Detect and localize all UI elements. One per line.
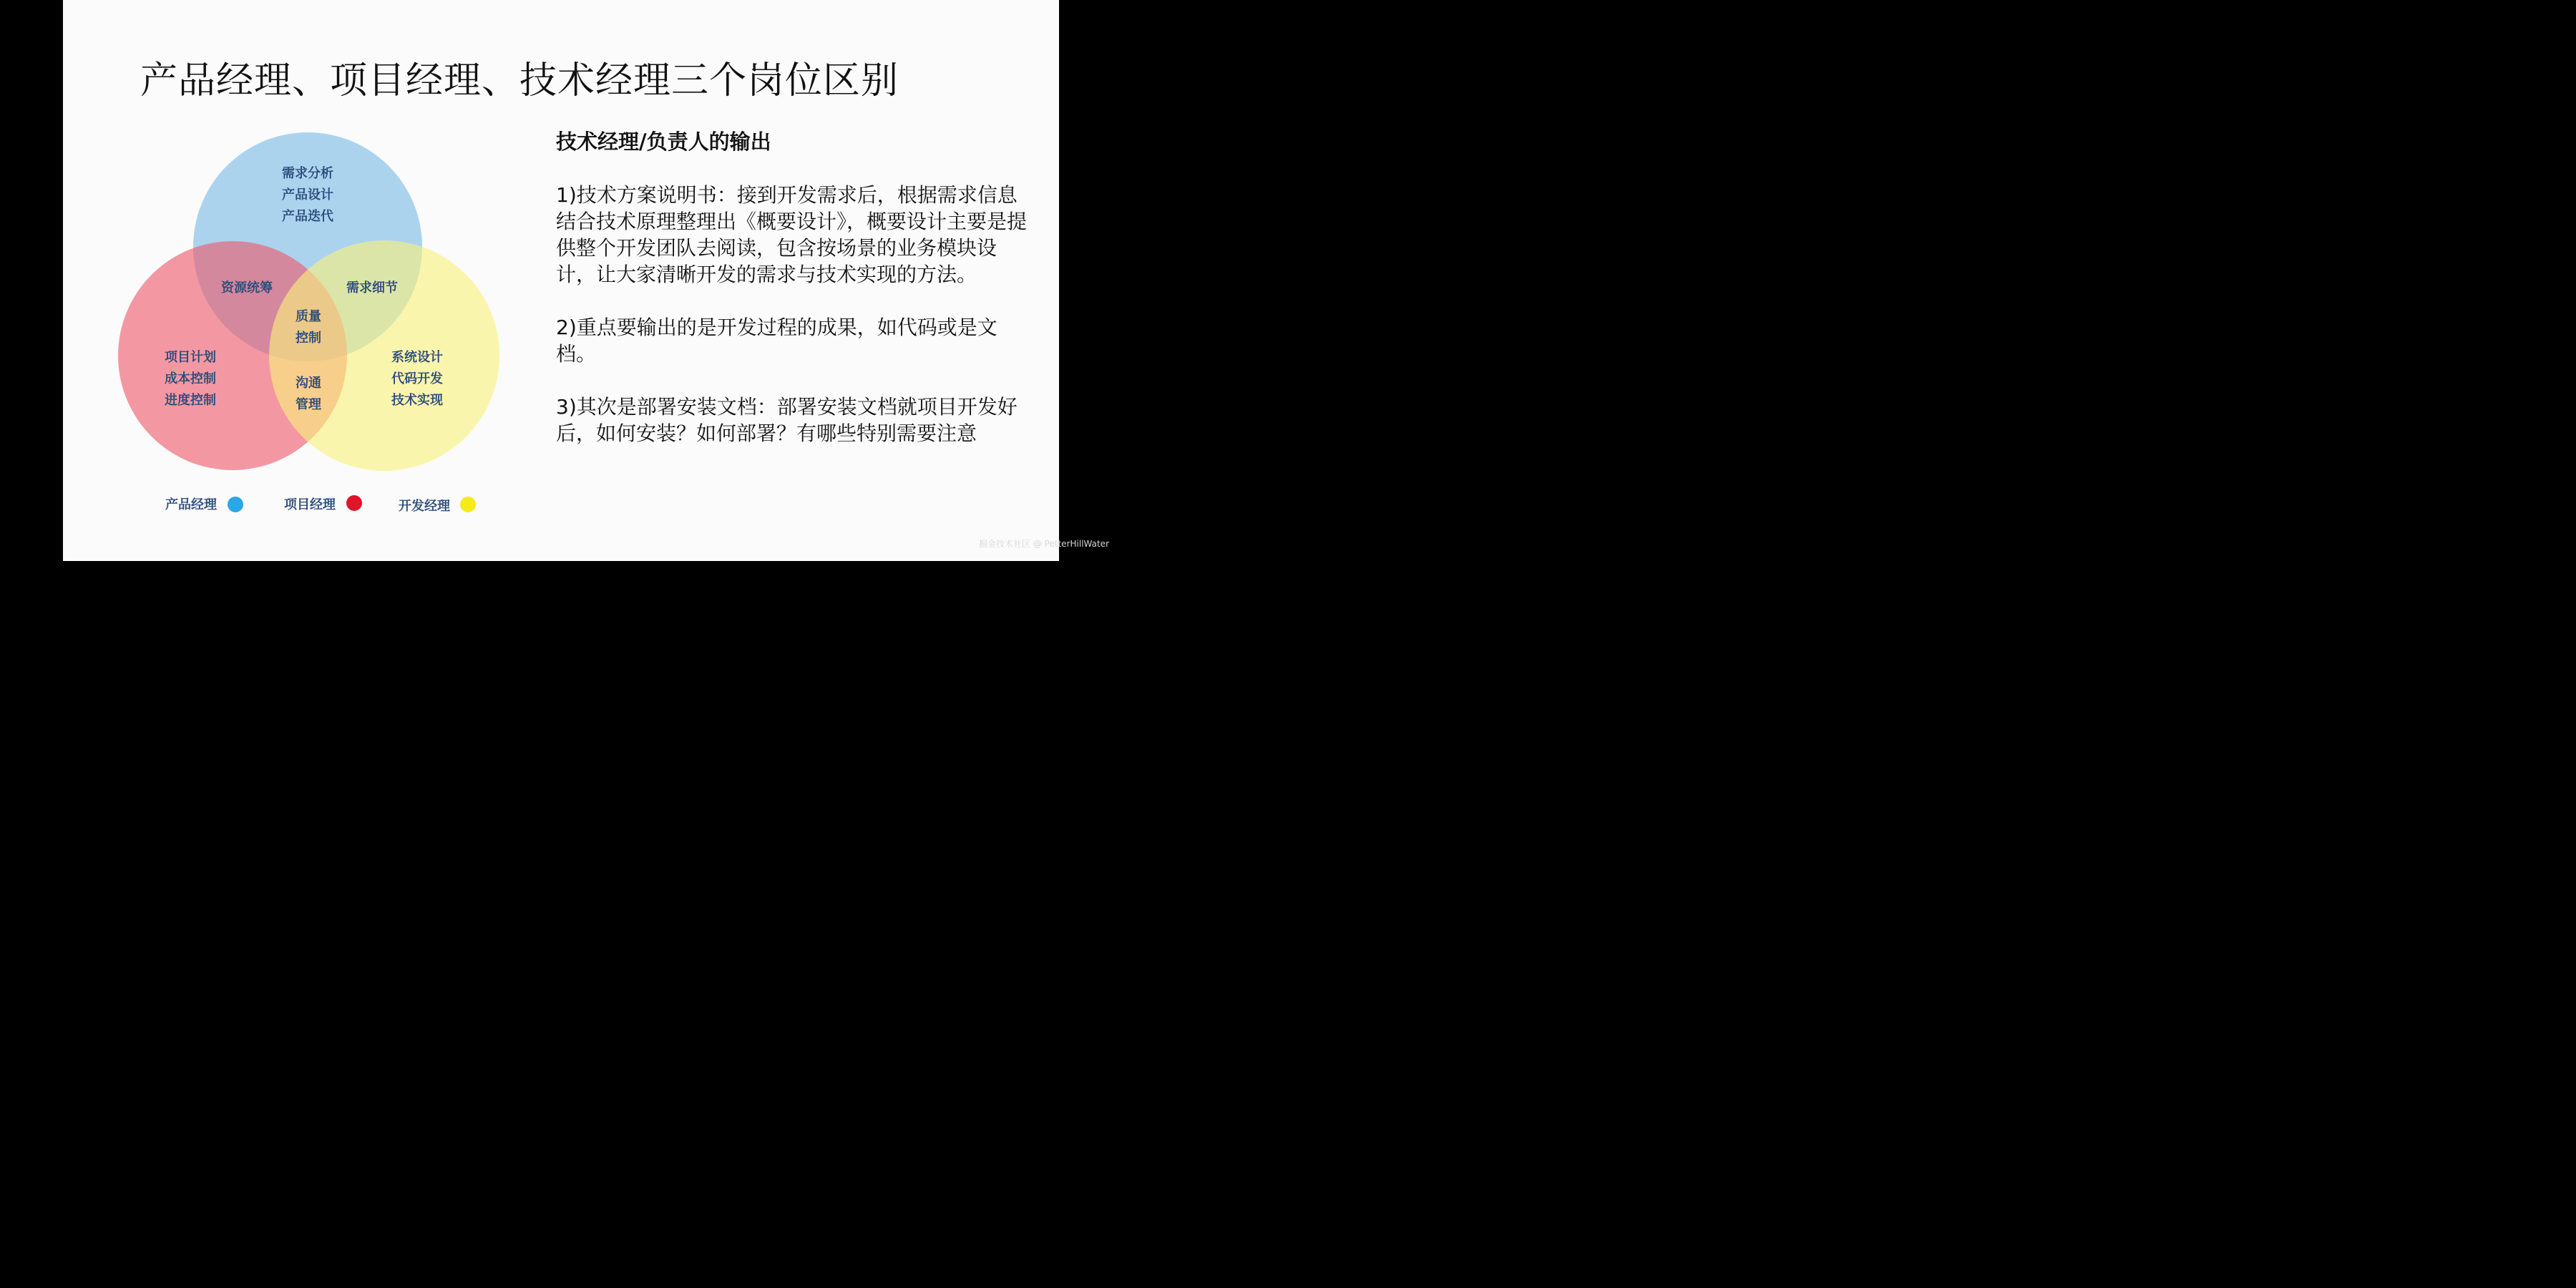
project-item-1: 项目计划	[165, 350, 216, 365]
product-item-1: 需求分析	[282, 166, 333, 181]
slide-title: 产品经理、项目经理、技术经理三个岗位区别	[140, 59, 899, 102]
overlap-project-dev-line1: 沟通	[296, 376, 321, 391]
legend-project-dot	[346, 495, 362, 511]
dev-item-1: 系统设计	[391, 350, 443, 365]
watermark: 掘金技术社区 @ PetterHillWater	[978, 539, 1109, 549]
legend-project-label: 项目经理	[284, 497, 336, 512]
product-item-2: 产品设计	[282, 187, 333, 203]
output-panel	[556, 129, 1028, 473]
paragraph-3: 3)其次是部署安装文档：部署安装文档就项目开发好后，如何安装？如何部署？有哪些特别需要注意	[556, 395, 1018, 445]
dev-manager-circle	[269, 240, 499, 471]
dev-item-3: 技术实现	[391, 393, 443, 408]
slide	[63, 0, 1059, 561]
legend-dev-label: 开发经理	[399, 499, 450, 514]
product-item-3: 产品迭代	[282, 209, 333, 224]
legend-product-dot	[228, 497, 243, 512]
panel-heading: 技术经理/负责人的输出	[556, 130, 771, 154]
overlap-product-project: 资源统筹	[221, 280, 273, 296]
legend-product-label: 产品经理	[165, 497, 217, 512]
overlap-project-dev-line2: 管理	[296, 397, 321, 412]
paragraph-1: 1)技术方案说明书：接到开发需求后，根据需求信息结合技术原理整理出《概要设计》，概要设计主要是提供整个开发团队去阅读，包含按场景的业务模块设计，让大家清晰开发的需求与技术实现的方法。	[556, 183, 1028, 286]
project-item-3: 进度控制	[165, 393, 216, 408]
overlap-center-line1: 质量	[296, 309, 321, 324]
legend-dev-dot	[460, 497, 476, 512]
paragraph-2: 2)重点要输出的是开发过程的成果，如代码或是文档。	[556, 316, 997, 366]
overlap-product-dev: 需求细节	[346, 280, 398, 296]
overlap-center-line2: 控制	[296, 331, 321, 346]
dev-item-2: 代码开发	[391, 371, 443, 386]
project-item-2: 成本控制	[165, 371, 216, 386]
